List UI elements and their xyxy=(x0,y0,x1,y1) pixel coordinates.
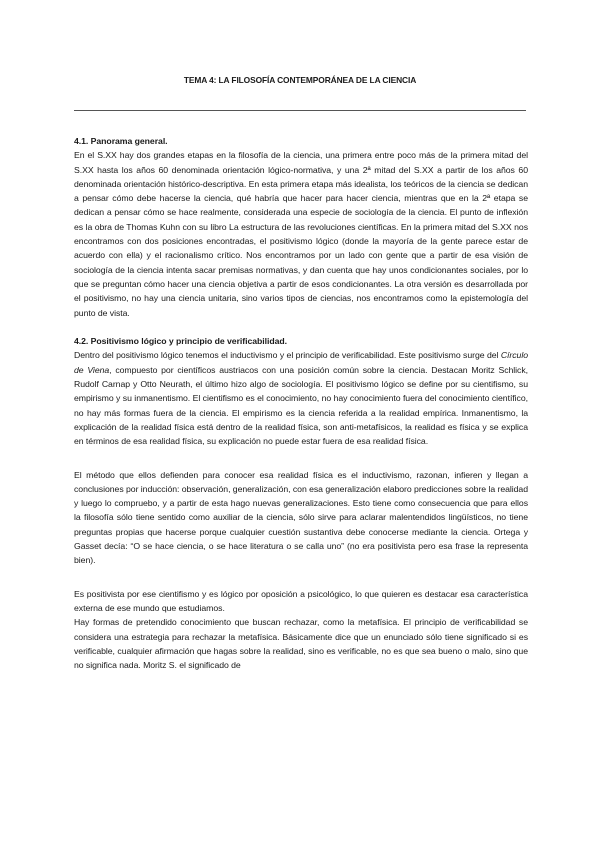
document-title: TEMA 4: LA FILOSOFÍA CONTEMPORÁNEA DE LA CIENCIA xyxy=(183,75,417,85)
section-2-paragraph-3: Es positivista por ese cientifismo y es lógico por oposición a psicológico, lo que quieren es destacar esa característica externa de ese mundo que estudiamos. xyxy=(74,588,528,613)
section-2-paragraph-4: Hay formas de pretendido conocimiento que buscan rechazar, como la metafísica. El principio de verificabilidad se considera una estrategia para rechazar la metafísica. Básicamente dice que un enunciado sólo tiene significado si es verificable, cualquier afirmación que hagas sobre la realidad, sino es verificable, no es que sea bueno o malo, sino que no significa nada. Moritz S. el significado de xyxy=(74,617,528,671)
section-2-paragraph-1 xyxy=(74,348,528,448)
paragraph-text: , compuesto por científicos austriacos con una posición común sobre la ciencia. Destacan Moritz Schlick, Rudolf Carnap y Otto Neurath, el último hizo algo de sociología. El positivismo lógico se define por su cientifismo, su empirismo y su inmanentismo. El cientifismo es el conocimiento, no hay conocimiento fuera del conocimiento científico, no hay más formas fuera de la ciencia. El empirismo es la ciencia referida a la realidad empírica. Inmanentismo, la explicación de la realidad física está dentro de la realidad física, son anti-metafísicos, la realidad es física y se explica en términos de esa realidad física, su explicación no puede estar fuera de esa realidad física. xyxy=(74,364,528,447)
paragraph-gap xyxy=(74,449,528,468)
document-body xyxy=(74,134,528,672)
paragraph-text: Dentro del positivismo lógico tenemos el inductivismo y el principio de verificabilidad. Este positivismo surge del xyxy=(74,350,501,361)
circulo-de-viena-italic: Círculo de Viena xyxy=(74,350,528,375)
section-1-paragraph: En el S.XX hay dos grandes etapas en la filosofía de la ciencia, una primera entre poco más de la primera mitad del S.XX hasta los años 60 denominada orientación lógico-normativa, y una 2ª mitad del S.XX a partir de los años 60 denominada orientación histórico-descriptiva. En esta primera etapa más idealista, los teóricos de la ciencia se dedican a pensar cómo debe hacerse la ciencia, qué habría que hacer para hacer ciencia, mientras que en la 2ª etapa se dedican a pensar cómo se hace realmente, considerada una especie de sociología de la ciencia. El punto de inflexión es la obra de Thomas Kuhn con su libro La estructura de las revoluciones científicas. En la primera mitad del S.XX nos encontramos con dos posiciones encontradas, el positivismo lógico (donde la mayoría de la gente parece estar de acuerdo con ella) y el racionalismo crítico. Nos encontramos por un lado con gente que a partir de esa visión de sociología de la ciencia intenta sacar premisas normativas, y dan cuenta que hay unos condicionantes sociales, por lo que se preguntan cómo hacer una ciencia objetiva a partir de esos condicionantes. La otra versión es desarrollada por el positivismo, no hay una ciencia unitaria, sino varios tipos de ciencias, nos encontramos como la epistemología del punto de vista. xyxy=(74,150,528,318)
section-2-paragraph-2: El método que ellos defienden para conocer esa realidad física es el inductivismo, razonan, infieren y llegan a conclusiones por inducción: observación, generalización, con esa generalización elaboro predicciones sobre la realidad y luego lo compruebo, y a partir de esta hago nuevas generalizaciones. Esto tiene como consecuencia que para ellos la filosofía sólo tiene sentido como auxiliar de la ciencia, sólo sirve para aclarar malentendidos lingüísticos, no tiene preguntas propias que hacerse porque cualquier cuestión sustantiva debe conocerse mediante la ciencia. Ortega y Gasset decía: “O se hace ciencia, o se hace literatura o se calla uno” (no era positivista pero esa frase la representa bien). xyxy=(74,469,528,566)
section-2-heading: 4.2. Positivismo lógico y principio de verificabilidad. xyxy=(74,336,288,347)
title-divider xyxy=(74,110,526,111)
section-1-heading: 4.1. Panorama general. xyxy=(74,136,168,146)
paragraph-gap xyxy=(74,320,528,334)
paragraph-gap xyxy=(74,568,528,587)
